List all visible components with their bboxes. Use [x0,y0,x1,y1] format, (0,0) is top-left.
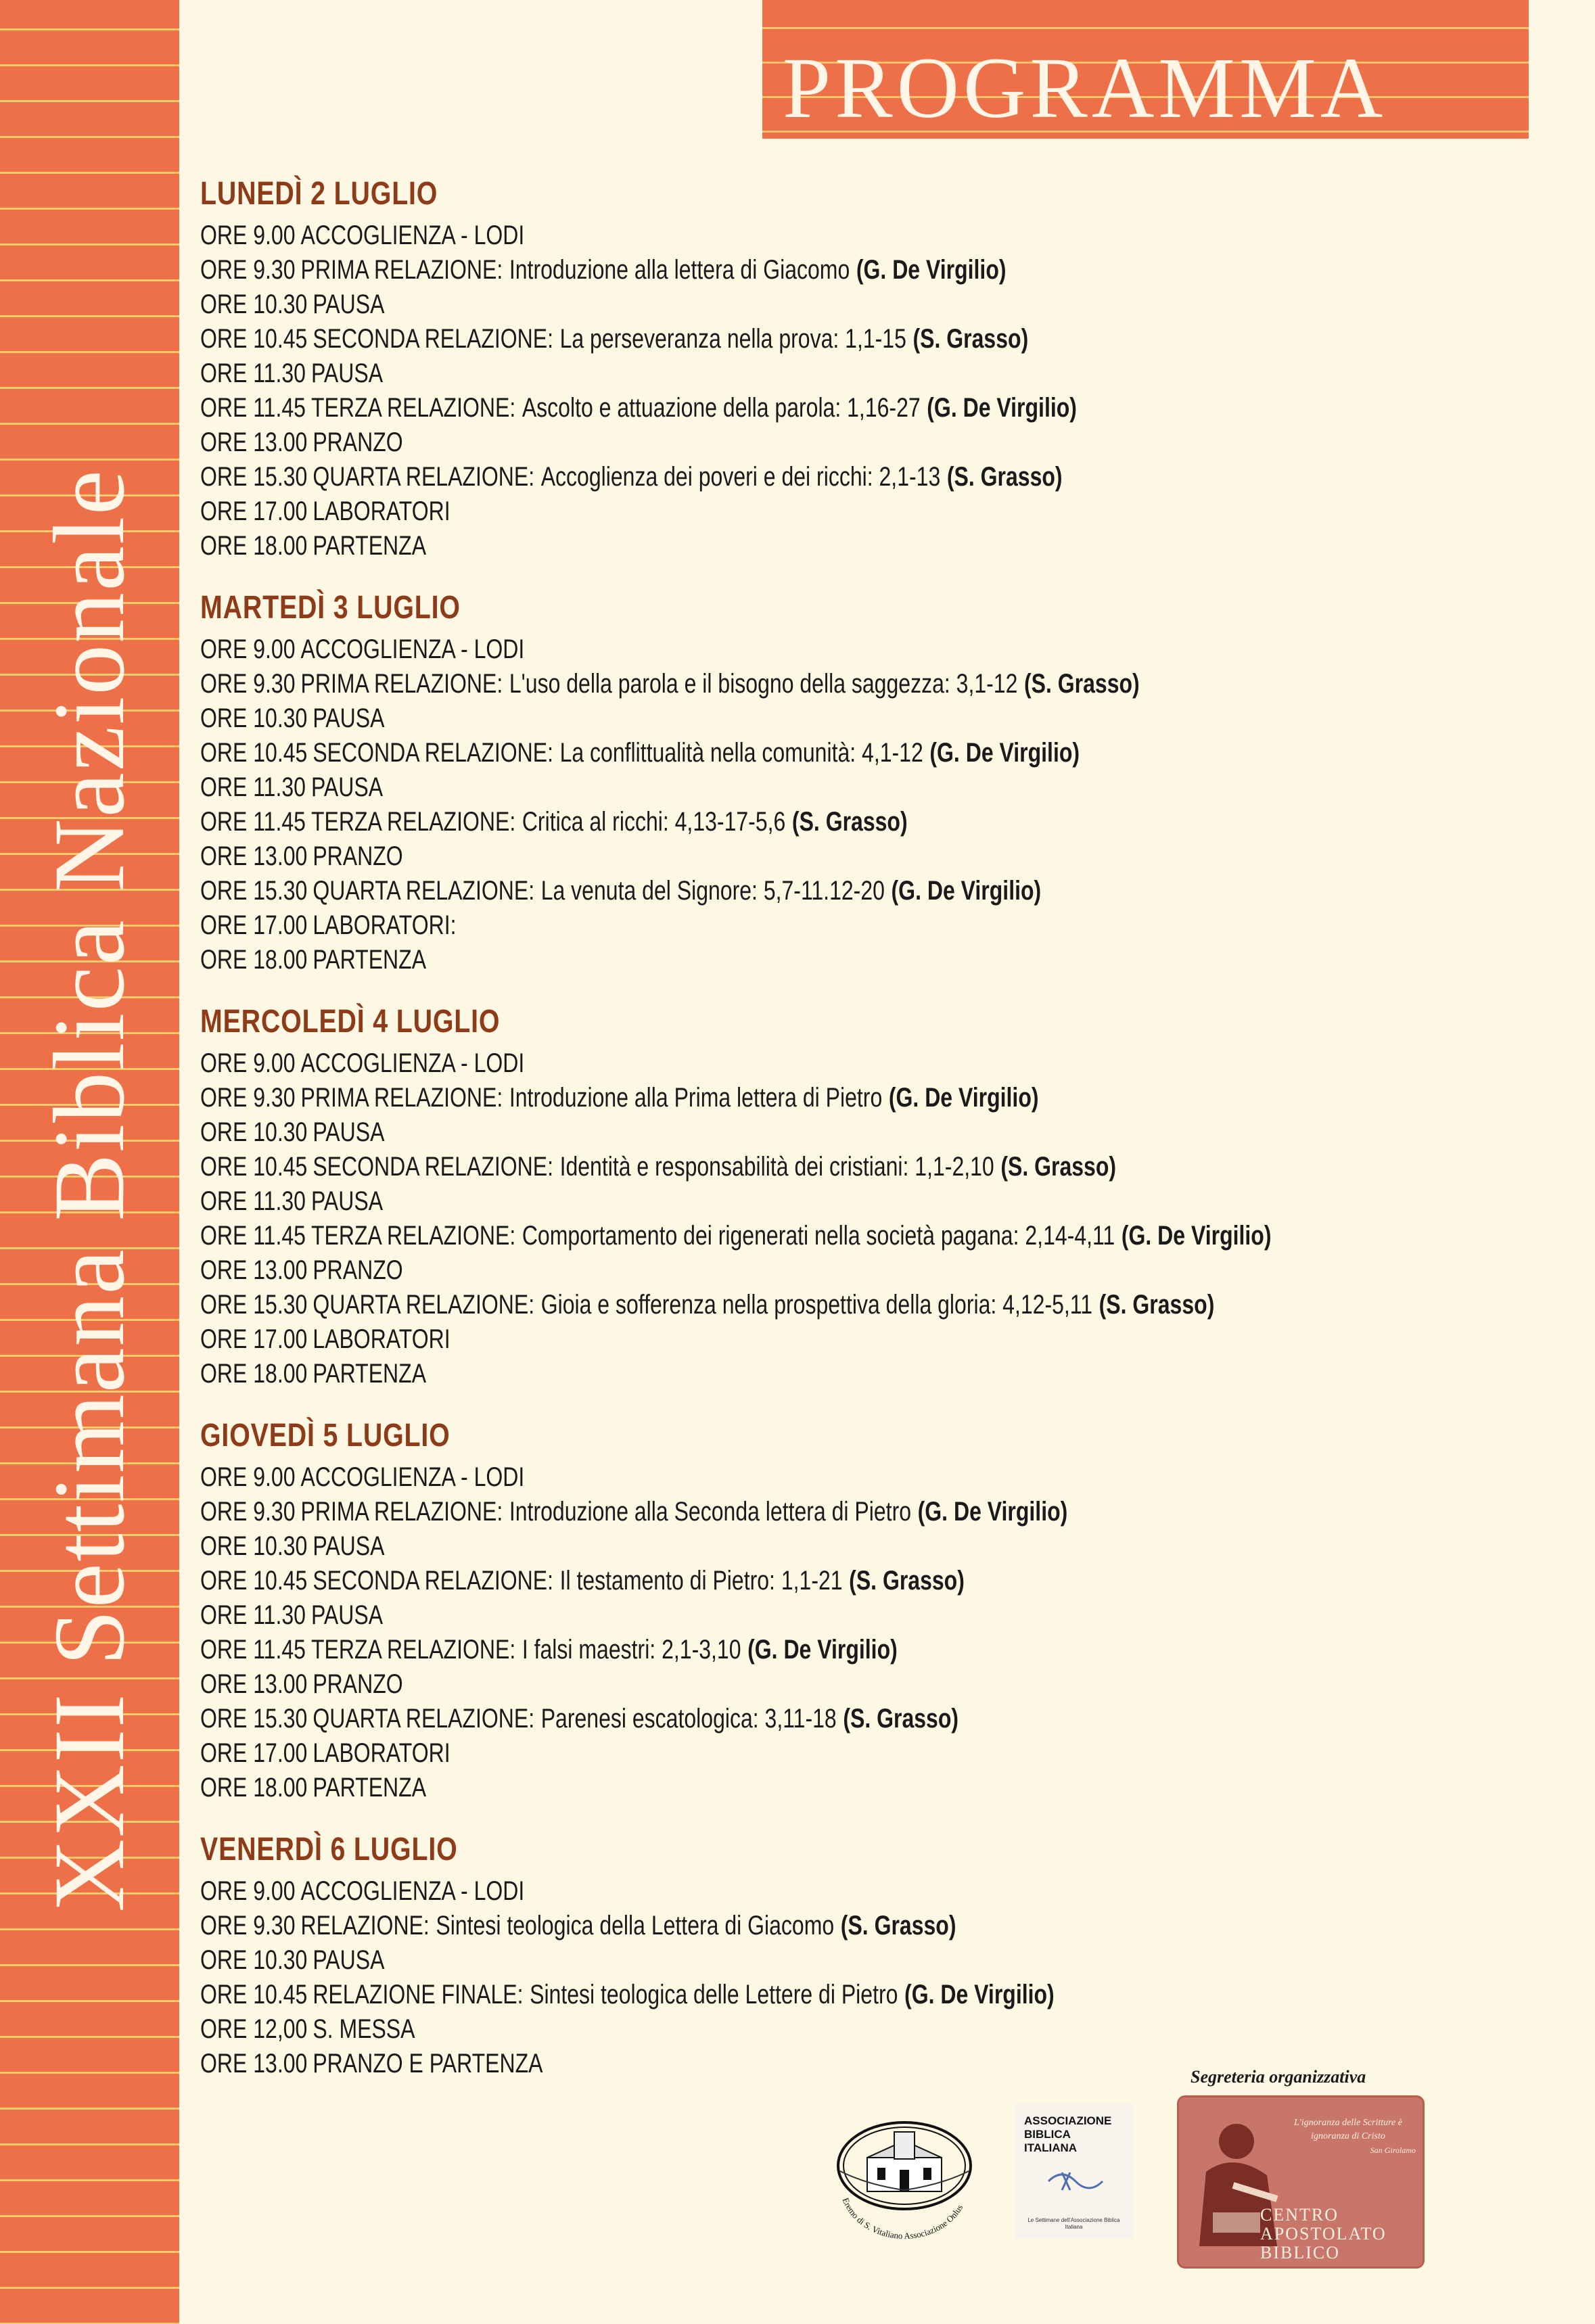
page-title: PROGRAMMA [783,40,1387,136]
row-label: PAUSA [310,1186,384,1216]
row-time: ORE 9.30 [200,1911,296,1940]
cab-quote: L'ignoranza delle Scritture è ignoranza di Cristo [1294,2118,1402,2141]
row-time: ORE 10.30 [200,1945,308,1975]
row-description: Il testamento di Pietro: 1,1-21 [559,1566,843,1596]
schedule-row [200,1184,1261,1219]
row-label: LABORATORI [313,1324,450,1354]
abi-line-1: ASSOCIAZIONE [1024,2114,1112,2127]
day-section [200,586,1526,977]
row-time: ORE 17.00 [200,1738,308,1768]
row-label: QUARTA RELAZIONE: [313,1704,535,1734]
row-time: ORE 11.45 [200,393,306,423]
row-label: SECONDA RELAZIONE: [313,1152,553,1182]
day-section [200,172,1526,563]
centro-apostolato-biblico-logo [1177,2095,1425,2269]
schedule-row [200,356,1261,391]
schedule-row [200,1978,1261,2012]
row-label: PAUSA [313,289,385,319]
row-label: TERZA RELAZIONE: [310,1221,516,1251]
row-label: PRANZO [313,427,403,457]
row-speaker: (G. De Virgilio) [927,393,1077,423]
row-label: QUARTA RELAZIONE: [313,876,535,906]
row-speaker: (G. De Virgilio) [1121,1221,1272,1251]
schedule-row [200,1943,1261,1978]
schedule-row [200,1081,1261,1115]
row-speaker: (S. Grasso) [840,1911,956,1940]
row-speaker: (G. De Virgilio) [904,1980,1055,2009]
row-time: ORE 9.00 [200,634,296,664]
row-description: Identità e responsabilità dei cristiani: 1,1-2,10 [559,1152,994,1182]
row-description: L'uso della parola e il bisogno della saggezza: 3,1-12 [509,669,1018,699]
sidebar-band [0,0,179,2324]
row-speaker: (S. Grasso) [849,1566,965,1596]
schedule-row [200,1736,1261,1771]
schedule-row [200,770,1261,805]
schedule-row [200,2012,1261,2047]
abi-line-3: ITALIANA [1024,2141,1078,2154]
row-speaker: (S. Grasso) [946,462,1063,492]
row-label: LABORATORI [313,496,450,526]
day-section [200,1414,1526,1805]
row-label: PARTENZA [313,531,427,561]
row-label: PRIMA RELAZIONE: [300,255,503,285]
row-time: ORE 13.00 [200,1669,308,1699]
schedule-row [200,1288,1261,1322]
row-description: Parenesi escatologica: 3,11-18 [540,1704,837,1734]
row-speaker: (G. De Virgilio) [891,876,1042,906]
row-time: ORE 9.00 [200,1462,296,1492]
hermitage-logo [827,2117,982,2246]
row-time: ORE 18.00 [200,531,308,561]
row-speaker: (G. De Virgilio) [917,1497,1068,1527]
row-label: PRIMA RELAZIONE: [300,669,503,699]
row-label: PARTENZA [313,1773,427,1803]
row-label: PRANZO E PARTENZA [313,2049,543,2078]
row-label: SECONDA RELAZIONE: [313,1566,553,1596]
secretariat-label: Segreteria organizzativa [1191,2067,1366,2087]
row-time: ORE 15.30 [200,1290,308,1320]
cab-name-line-3: BIBLICO [1260,2243,1340,2262]
schedule-row [200,253,1261,287]
vertical-event-title: XXII Settimana Biblica Nazionale [33,468,145,1913]
row-time: ORE 15.30 [200,876,308,906]
schedule-row [200,1529,1261,1564]
day-rows [200,1046,1526,1391]
day-section [200,1000,1526,1391]
row-label: ACCOGLIENZA - LODI [300,1876,525,1906]
row-description: Critica al ricchi: 4,13-17-5,6 [522,807,786,837]
row-time: ORE 9.30 [200,1497,296,1527]
row-time: ORE 10.30 [200,703,308,733]
schedule-row [200,1702,1261,1736]
row-speaker: (G. De Virgilio) [747,1635,898,1665]
schedule-row [200,529,1261,563]
cab-name-line-2: APOSTOLATO [1260,2224,1387,2244]
row-label: PAUSA [313,1945,385,1975]
row-time: ORE 11.30 [200,358,306,388]
row-speaker: (S. Grasso) [843,1704,959,1734]
schedule-row [200,322,1261,356]
schedule-row [200,425,1261,460]
schedule-row [200,943,1261,977]
row-label: LABORATORI [313,1738,450,1768]
row-description: Accoglienza dei poveri e dei ricchi: 2,1-13 [540,462,941,492]
hermitage-logo-icon [827,2117,982,2246]
row-label: PAUSA [313,1531,385,1561]
row-label: PAUSA [310,358,384,388]
row-time: ORE 13.00 [200,2049,308,2078]
row-time: ORE 11.30 [200,1600,306,1630]
row-time: ORE 12,00 [200,2014,308,2044]
row-label: PRANZO [313,1255,403,1285]
row-speaker: (G. De Virgilio) [929,738,1080,768]
abi-logo [1015,2104,1133,2239]
row-label: PRIMA RELAZIONE: [300,1083,503,1113]
row-label: SECONDA RELAZIONE: [313,738,553,768]
row-speaker: (S. Grasso) [912,324,1029,354]
row-label: LABORATORI: [313,910,457,940]
row-label: ACCOGLIENZA - LODI [300,634,525,664]
schedule-row [200,1495,1261,1529]
row-speaker: (S. Grasso) [1000,1152,1117,1182]
row-label: S. MESSA [313,2014,415,2044]
row-time: ORE 11.45 [200,807,306,837]
schedule-row [200,839,1261,874]
row-label: QUARTA RELAZIONE: [313,1290,535,1320]
row-label: RELAZIONE FINALE: [313,1980,524,2009]
row-label: PARTENZA [313,1359,427,1389]
row-time: ORE 13.00 [200,841,308,871]
row-label: PRANZO [313,1669,403,1699]
schedule-row [200,391,1261,425]
schedule-row [200,460,1261,494]
row-time: ORE 9.30 [200,669,296,699]
row-speaker: (S. Grasso) [791,807,908,837]
row-label: TERZA RELAZIONE: [310,393,516,423]
schedule-row [200,908,1261,943]
schedule-row [200,632,1261,667]
row-time: ORE 15.30 [200,1704,308,1734]
abi-emblem-icon [1042,2164,1109,2198]
row-time: ORE 17.00 [200,496,308,526]
row-speaker: (G. De Virgilio) [856,255,1007,285]
header-banner [762,0,1529,139]
schedule-row [200,667,1261,701]
row-label: PARTENZA [313,945,427,975]
row-time: ORE 11.45 [200,1221,306,1251]
row-description: Introduzione alla Prima lettera di Pietro [509,1083,883,1113]
row-time: ORE 18.00 [200,1359,308,1389]
row-label: PRANZO [313,841,403,871]
row-label: TERZA RELAZIONE: [310,807,516,837]
row-time: ORE 17.00 [200,910,308,940]
day-rows [200,632,1526,977]
schedule-row [200,1115,1261,1150]
row-description: La venuta del Signore: 5,7-11.12-20 [540,876,885,906]
day-title: VENERDÌ 6 LUGLIO [200,1832,458,1867]
cab-quote-author: San Girolamo [1370,2145,1416,2155]
row-description: La perseveranza nella prova: 1,1-15 [559,324,906,354]
day-title: GIOVEDÌ 5 LUGLIO [200,1418,450,1454]
row-time: ORE 10.45 [200,324,308,354]
row-time: ORE 17.00 [200,1324,308,1354]
row-time: ORE 9.30 [200,1083,296,1113]
row-label: TERZA RELAZIONE: [310,1635,516,1665]
row-label: PAUSA [310,772,384,802]
schedule-row [200,736,1261,770]
row-time: ORE 18.00 [200,945,308,975]
day-title: MERCOLEDÌ 4 LUGLIO [200,1004,501,1040]
row-time: ORE 15.30 [200,462,308,492]
row-description: Gioia e sofferenza nella prospettiva della gloria: 4,12-5,11 [540,1290,1093,1320]
row-time: ORE 9.00 [200,1876,296,1906]
day-section [200,1828,1526,2081]
row-time: ORE 11.30 [200,772,306,802]
schedule-row [200,805,1261,839]
row-label: PAUSA [313,1117,385,1147]
row-label: PRIMA RELAZIONE: [300,1497,503,1527]
schedule-row [200,701,1261,736]
row-label: RELAZIONE: [300,1911,430,1940]
row-description: La conflittualità nella comunità: 4,1-12 [559,738,923,768]
schedule-row [200,1633,1261,1667]
row-description: I falsi maestri: 2,1-3,10 [522,1635,741,1665]
row-time: ORE 10.45 [200,1152,308,1182]
row-time: ORE 10.30 [200,1531,308,1561]
schedule-row [200,1150,1261,1184]
day-title: MARTEDÌ 3 LUGLIO [200,590,461,626]
day-rows [200,1874,1526,2081]
row-description: Ascolto e attuazione della parola: 1,16-27 [522,393,921,423]
row-time: ORE 11.30 [200,1186,306,1216]
row-label: QUARTA RELAZIONE: [313,462,535,492]
schedule-row [200,1357,1261,1391]
row-description: Introduzione alla Seconda lettera di Pietro [509,1497,912,1527]
row-time: ORE 9.00 [200,220,296,250]
row-label: PAUSA [310,1600,384,1630]
program-schedule [200,172,1526,2104]
schedule-row [200,1598,1261,1633]
row-time: ORE 10.45 [200,1566,308,1596]
row-description: Sintesi teologica delle Lettere di Pietro [530,1980,898,2009]
row-speaker: (S. Grasso) [1099,1290,1215,1320]
schedule-row [200,1564,1261,1598]
row-speaker: (S. Grasso) [1023,669,1140,699]
cab-name-line-1: CENTRO [1260,2205,1339,2225]
row-time: ORE 10.30 [200,289,308,319]
row-description: Comportamento dei rigenerati nella società pagana: 2,14-4,11 [522,1221,1115,1251]
schedule-row [200,1046,1261,1081]
row-label: PAUSA [313,703,385,733]
schedule-row [200,1460,1261,1495]
row-label: ACCOGLIENZA - LODI [300,220,525,250]
row-time: ORE 10.45 [200,738,308,768]
row-label: SECONDA RELAZIONE: [313,324,553,354]
footer-logos [812,2063,1488,2266]
schedule-row [200,218,1261,253]
row-time: ORE 13.00 [200,427,308,457]
schedule-row [200,1322,1261,1357]
abi-caption: Le Settimane dell'Associazione Biblica Italiana [1027,2217,1120,2230]
row-time: ORE 10.30 [200,1117,308,1147]
row-time: ORE 9.00 [200,1048,296,1078]
row-label: ACCOGLIENZA - LODI [300,1462,525,1492]
row-time: ORE 18.00 [200,1773,308,1803]
day-rows [200,218,1526,563]
schedule-row [200,1253,1261,1288]
schedule-row [200,874,1261,908]
row-time: ORE 9.30 [200,255,296,285]
row-time: ORE 11.45 [200,1635,306,1665]
row-time: ORE 10.45 [200,1980,308,2009]
row-description: Sintesi teologica della Lettera di Giacomo [436,1911,835,1940]
row-description: Introduzione alla lettera di Giacomo [509,255,850,285]
row-time: ORE 13.00 [200,1255,308,1285]
schedule-row [200,1771,1261,1805]
schedule-row [200,494,1261,529]
hermitage-logo-text: Eremo di S. Vitaliano Associazione Onlus [840,2196,965,2241]
day-title: LUNEDÌ 2 LUGLIO [200,176,438,212]
row-speaker: (G. De Virgilio) [888,1083,1039,1113]
schedule-row [200,1874,1261,1909]
abi-line-2: BIBLICA [1024,2128,1071,2141]
day-rows [200,1460,1526,1805]
schedule-row [200,287,1261,322]
schedule-row [200,1667,1261,1702]
schedule-row [200,1219,1272,1253]
schedule-row [200,1909,1261,1943]
row-label: ACCOGLIENZA - LODI [300,1048,525,1078]
